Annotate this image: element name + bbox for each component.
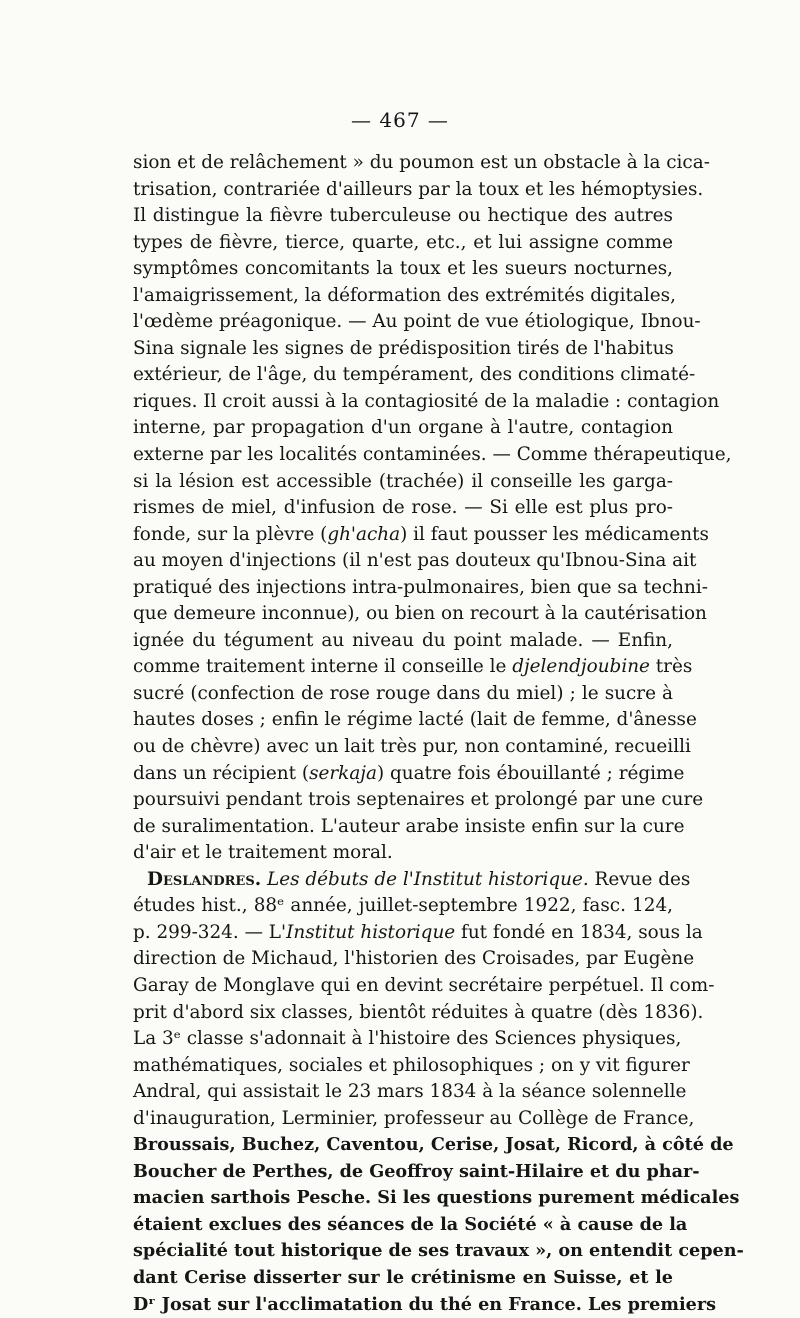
page-number: — 467 — — [351, 108, 449, 132]
text-line: Andral, qui assistait le 23 mars 1834 à la séance solennelle — [133, 1081, 687, 1103]
text-line: hautes doses ; enfin le régime lacté (lait de femme, d'ânesse — [133, 709, 697, 731]
italic-term: Institut historique — [286, 921, 456, 943]
text-run: comme traitement interne il conseille le — [133, 656, 513, 678]
italic-term: djelendjoubine — [512, 656, 650, 678]
text-line — [133, 522, 709, 549]
text-line — [133, 920, 703, 947]
text-line: Il distingue la fièvre tuberculeuse ou hectique des autres — [133, 205, 673, 227]
text-line: direction de Michaud, l'historien des Croisades, par Eugène — [133, 948, 695, 970]
text-line: poursuivi pendant trois septenaires et prolongé par une cure — [133, 789, 704, 811]
entry-heading-line — [133, 867, 691, 894]
text-line: d'inauguration, Lerminier, professeur au Collège de France, — [133, 1107, 695, 1129]
text-run: très — [649, 656, 693, 678]
text-line: d'air et le traitement moral. — [133, 842, 393, 864]
text-line: mathématiques, sociales et philosophiques ; on y vit figurer — [133, 1054, 690, 1076]
text-line: rismes de miel, d'infusion de rose. — Si elle est plus pro- — [133, 497, 673, 519]
text-line: macien sarthois Pesche. Si les questions purement médicales — [133, 1187, 740, 1209]
text-line: étaient exclues des séances de la Société « à cause de la — [133, 1213, 688, 1235]
text-line: que demeure inconnue), ou bien on recourt à la cautérisation — [133, 603, 707, 625]
paragraph-deslandres — [133, 867, 744, 1318]
text-line: sion et de relâchement » du poumon est un obstacle à la cica- — [133, 152, 710, 173]
text-line: trisation, contrariée d'ailleurs par la toux et les hémoptysies. — [133, 178, 704, 200]
text-line: Dʳ Josat sur l'acclimatation du thé en France. Les premiers — [133, 1293, 717, 1315]
text-run: ) il faut pousser les médicaments — [400, 523, 709, 545]
text-line — [133, 654, 693, 681]
article-title: Les débuts de l'Institut historique. — [267, 868, 589, 890]
text-line: symptômes concomitants la toux et les sueurs nocturnes, — [133, 258, 673, 280]
text-run: fonde, sur la plèvre ( — [133, 523, 328, 545]
text-run: fut fondé en 1834, sous la — [455, 921, 703, 943]
text-line: interne, par propagation d'un organe à l'autre, contagion — [133, 417, 673, 439]
text-line: extérieur, de l'âge, du tempérament, des conditions climaté- — [133, 364, 696, 386]
text-line: externe par les localités contaminées. — Comme thérapeutique, — [133, 444, 732, 466]
text-run: Revue des — [588, 868, 691, 890]
text-line: Sina signale les signes de prédisposition tirés de l'habitus — [133, 337, 674, 359]
text-line: dant Cerise disserter sur le crétinisme en Suisse, et le — [133, 1266, 673, 1288]
text-line: riques. Il croit aussi à la contagiosité de la maladie : contagion — [133, 390, 720, 412]
text-line: ignée du tégument au niveau du point malade. — Enfin, — [133, 629, 673, 651]
italic-term: serkaja — [309, 762, 377, 784]
text-line: prit d'abord six classes, bientôt réduites à quatre (dès 1836). — [133, 1001, 704, 1023]
text-line: l'amaigrissement, la déformation des extrémités digitales, — [133, 284, 676, 306]
text-line: l'œdème préagonique. — Au point de vue étiologique, Ibnou- — [133, 311, 701, 333]
text-line: spécialité tout historique de ses travaux », on entendit cepen- — [133, 1240, 744, 1262]
text-line: de suralimentation. L'auteur arabe insiste enfin sur la cure — [133, 815, 685, 837]
text-line: Boucher de Perthes, de Geoffroy saint-Hilaire et du phar- — [133, 1160, 700, 1182]
text-run: ) quatre fois ébouillanté ; régime — [376, 762, 685, 784]
author-name: Deslandres. — [147, 868, 262, 890]
text-run: dans un récipient ( — [133, 762, 310, 784]
text-line: si la lésion est accessible (trachée) il conseille les garga- — [133, 470, 673, 492]
text-line: au moyen d'injections (il n'est pas douteux qu'Ibnou-Sina ait — [133, 550, 697, 572]
paragraph-ibnou-sina — [133, 150, 732, 867]
text-run: p. 299-324. — L' — [133, 921, 287, 943]
body-text — [133, 150, 744, 1318]
text-line: études hist., 88ᵉ année, juillet-septembre 1922, fasc. 124, — [133, 895, 673, 917]
text-line: types de fièvre, tierce, quarte, etc., et lui assigne comme — [133, 231, 673, 253]
text-line: pratiqué des injections intra-pulmonaires, bien que sa techni- — [133, 576, 708, 598]
text-line: Garay de Monglave qui en devint secrétaire perpétuel. Il com- — [133, 974, 715, 996]
italic-term: gh'acha — [327, 523, 401, 545]
text-line: sucré (confection de rose rouge dans du miel) ; le sucre à — [133, 682, 673, 704]
text-line — [133, 761, 685, 788]
text-line: Broussais, Buchez, Caventou, Cerise, Josat, Ricord, à côté de — [133, 1134, 734, 1156]
text-line: ou de chèvre) avec un lait très pur, non contaminé, recueilli — [133, 736, 691, 758]
text-line: La 3ᵉ classe s'adonnait à l'histoire des Sciences physiques, — [133, 1028, 682, 1050]
